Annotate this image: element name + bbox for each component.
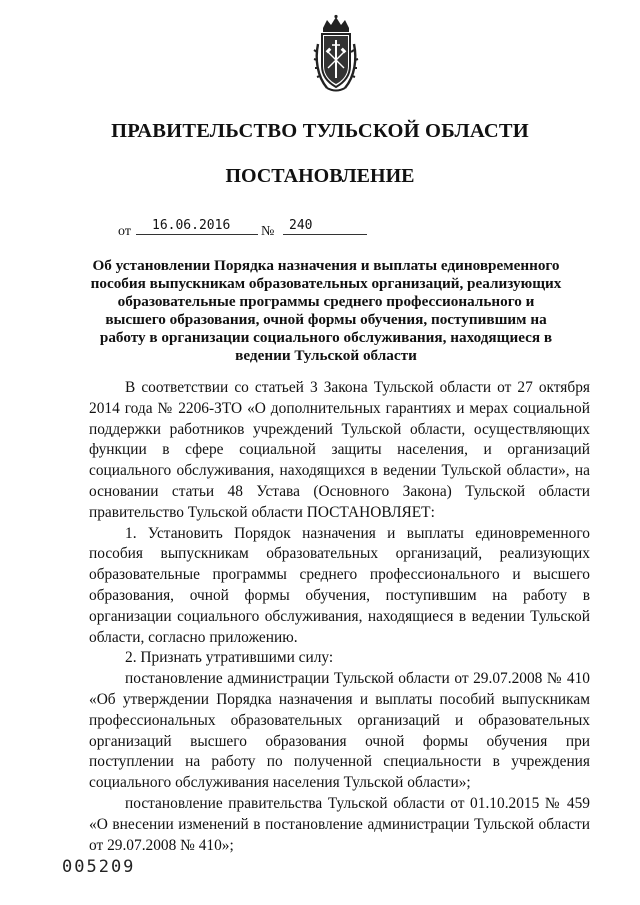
- item-2a-paragraph: постановление администрации Тульской области от 29.07.2008 № 410 «Об утверждении Порядка назначения и выплаты пособий выпускникам профессиональных образовательных организаций и образовательных организаций высшего образования очной формы обучения при поступлении на работу по полученной специальности в учреждения социального обслуживания населения Тульской области»;: [89, 670, 590, 792]
- document-type: ПОСТАНОВЛЕНИЕ: [225, 165, 415, 187]
- preamble-paragraph: В соответствии со статьей 3 Закона Тульской области от 27 октября 2014 года № 2206-ЗТО «О дополнительных гарантиях и мерах социальной поддержки работников учреждений Тульской области, осуществляющих функции в сфере социальной защиты населения, и организаций социального обслуживания, находящихся в ведении Тульской области», на основании статьи 48 Устава (Основного Закона) Тульской области правительство Тульской области ПОСТАНОВЛЯЕТ:: [89, 379, 590, 521]
- date-field: [136, 218, 258, 235]
- serial-number: 005209: [62, 857, 136, 877]
- item-1-paragraph: 1. Установить Порядок назначения и выплаты единовременного пособия выпускникам образовательных организаций, реализующих образовательные программы среднего профессионального и высшего образования, очной формы обучения, поступившим на работу в организации социального обслуживания, находящиеся в ведении Тульской области, согласно приложению.: [89, 524, 590, 646]
- number-label: №: [261, 224, 275, 239]
- document-body: [89, 378, 590, 856]
- number-field: [283, 218, 367, 235]
- date-value: 16.06.2016: [152, 218, 231, 233]
- tula-coat-of-arms-icon: [313, 14, 359, 94]
- date-label: от: [118, 224, 131, 239]
- item-2-paragraph: 2. Признать утратившими силу:: [125, 649, 334, 667]
- document-heading: Об установлении Порядка назначения и выплаты единовременного пособия выпускникам образовательных организаций, реализующих образовательные программы среднего профессионального и высшего образования, очной формы обучения, поступившим на работу в организации социального обслуживания, находящиеся в ведении Тульской области: [90, 257, 562, 364]
- item-2b-paragraph: постановление правительства Тульской области от 01.10.2015 № 459 «О внесении изменений в постановление администрации Тульской области от 29.07.2008 № 410»;: [89, 794, 590, 854]
- government-title: ПРАВИТЕЛЬСТВО ТУЛЬСКОЙ ОБЛАСТИ: [111, 120, 529, 142]
- number-value: 240: [289, 218, 313, 233]
